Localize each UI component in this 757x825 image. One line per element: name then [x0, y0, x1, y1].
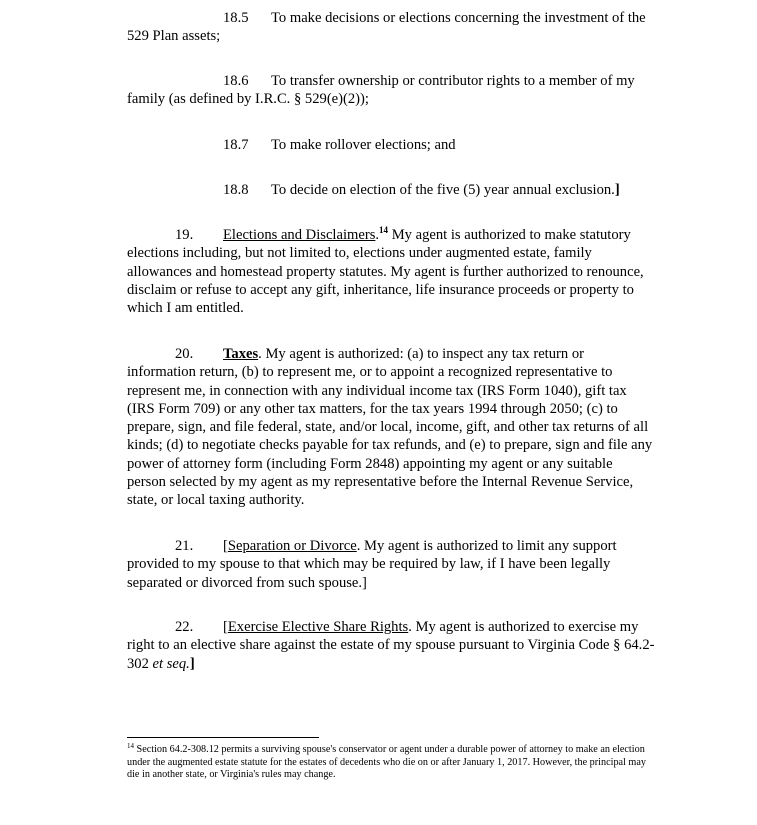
heading-period: . — [375, 227, 380, 243]
subitem-18-6 — [127, 72, 655, 109]
section-number: 20. — [175, 346, 194, 362]
section-heading: Taxes — [223, 346, 259, 362]
item-text: To make decisions or elections concerning the investment of the 529 Plan assets; — [127, 10, 646, 45]
subitem-18-8 — [127, 181, 655, 199]
item-text: To transfer ownership or contributor rights to a member of my family (as defined by I.R.C. § 529(e)(2)); — [127, 73, 635, 108]
footnote-14 — [127, 744, 657, 782]
footnote-number: 14 — [127, 742, 134, 750]
section-heading: Exercise Elective Share Rights — [227, 619, 409, 635]
section-heading: Elections and Disclaimers — [223, 227, 376, 243]
open-bracket: [ — [223, 619, 228, 635]
section-text: . My agent is authorized to exercise my right to an elective share against the estate of my spouse pursuant to Virginia Code § 64.2-302 — [127, 619, 655, 672]
section-number: 21. — [175, 538, 194, 554]
section-number: 22. — [175, 619, 194, 635]
item-number: 18.7 — [223, 137, 249, 153]
latin-phrase: et seq. — [152, 655, 190, 672]
section-19-elections-disclaimers — [127, 226, 655, 317]
item-text: To decide on election of the five (5) year annual exclusion. — [271, 182, 615, 198]
subitem-18-5 — [127, 9, 655, 46]
section-number: 19. — [175, 227, 194, 243]
item-text: To make rollover elections; and — [271, 137, 456, 153]
closing-bracket: ] — [614, 182, 620, 198]
section-text: . My agent is authorized to limit any support provided to my spouse to that which may be required by law, if I have been legally separated or divorced from such spouse.] — [127, 538, 617, 591]
subitem-18-7 — [127, 136, 655, 154]
open-bracket: [ — [223, 538, 228, 554]
footnote-reference[interactable]: 14 — [379, 225, 389, 235]
section-22-elective-share — [127, 618, 655, 673]
section-text: My agent is authorized to make statutory elections including, but not limited to, elections under augmented estate, family allowances and homestead property statutes. My agent is further authorized to renounce, disclaim or refuse to accept any gift, inheritance, life insurance proceeds or property to which I am entitled. — [127, 227, 644, 317]
footnote-text: Section 64.2-308.12 permits a surviving spouse's conservator or agent under a durable power of attorney to make an election under the augmented estate statute for the estates of decedents who die on or after January 1, 2017. However, the principal may die in another state, or Virginia's rules may change. — [127, 744, 646, 781]
section-heading: Separation or Divorce — [227, 538, 357, 554]
section-20-taxes — [127, 345, 655, 510]
section-text: . My agent is authorized: (a) to inspect any tax return or information return, (b) to represent me, or to appoint a recognized representative to represent me, in connection with any individual income tax (IRS Form 1040), gift tax (IRS Form 709) or any other tax matters, for the tax years 1994 through 2050; (c) to prepare, sign, and file federal, state, and/or local, income, gift, and other tax returns of all kinds; (d) to negotiate checks payable for tax refunds, and (e) to prepare, sign and file any power of attorney form (including Form 2848) appointing my agent or any suitable person selected by my agent as my representative before the Internal Revenue Service, state, or local taxing authority. — [127, 346, 653, 509]
item-number: 18.5 — [223, 10, 249, 26]
footnote-separator — [127, 737, 319, 738]
item-number: 18.8 — [223, 182, 249, 198]
closing-bracket: ] — [189, 655, 195, 672]
item-number: 18.6 — [223, 73, 249, 89]
section-21-separation-divorce — [127, 537, 655, 592]
